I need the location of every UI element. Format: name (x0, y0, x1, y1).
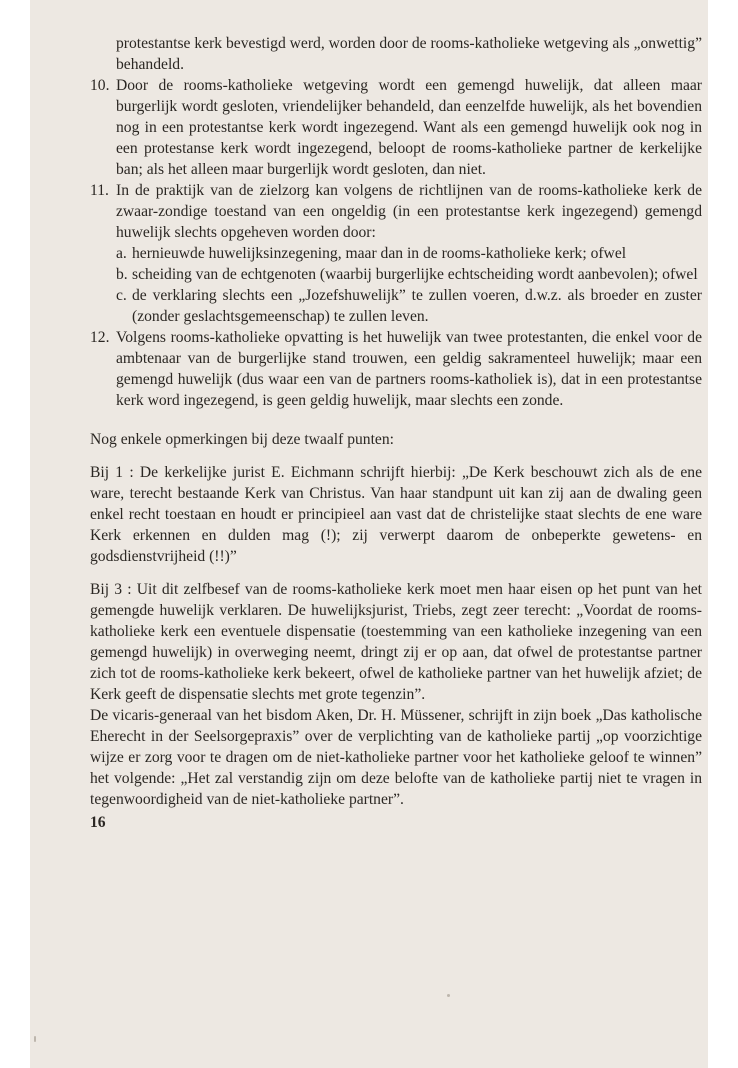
list-item-12 (90, 327, 702, 411)
sub-item-b (90, 264, 702, 285)
sub-item-label: b. (116, 266, 128, 283)
remark-3-continuation: De vicaris-generaal van het bisdom Aken, Dr. H. Müssener, schrijft in zijn boek „Das katholische Eherecht in der Seelsorgepraxis” over de verplichting van de katholieke partij „op voorzichtige wijze er zorg voor te dragen om de niet-katholieke partner voor het katholieke geloof te winnen” het volgende: „Het zal verstandig zijn om deze belofte van de katholieke partij niet te vragen in tegenwoordigheid van de niet-katholieke partner”. (90, 707, 702, 808)
page-number: 16 (90, 814, 106, 831)
spacer (90, 450, 702, 462)
page-content (90, 33, 702, 833)
sub-item-label: c. (116, 287, 127, 304)
paper-speck (447, 994, 450, 997)
remark-1: Bij 1 : De kerkelijke jurist E. Eichmann schrijft hierbij: „De Kerk beschouwt zich als de ene ware, terecht bestaande Kerk van Christus. Van haar standpunt uit kan zij aan de dwaling geen enkel recht toestaan en houdt er principieel aan vast dat de christelijke staat slechts de ene ware Kerk erkennen en dulden mag (!); zij verwerpt daarom de onbeperkte gewetens- en godsdienstvrijheid (!!)” (90, 464, 702, 565)
spacer (90, 567, 702, 579)
remarks-heading: Nog enkele opmerkingen bij deze twaalf punten: (90, 431, 394, 448)
item-number: 10. (90, 77, 110, 94)
item-text: Volgens rooms-katholieke opvatting is het huwelijk van twee protestanten, die enkel voor de ambtenaar van de burgerlijke stand trouwen, een geldig sakramenteel huwelijk; maar een gemengd huwelijk (dus waar een van de partners rooms-katholiek is), dat in een protestantse kerk word ingezegend, is geen geldig huwelijk, maar slechts een zonde. (116, 329, 702, 409)
item-number: 12. (90, 329, 110, 346)
remark-3: Bij 3 : Uit dit zelfbesef van de rooms-katholieke kerk moet men haar eisen op het punt van het gemengde huwelijk verklaren. De huwelijksjurist, Triebs, zegt zeer terecht: „Voordat de rooms-katholieke kerk een eventuele dispensatie (toestemming van een katholieke inzegening van een gemengd huwelijk) in overweging neemt, dringt zij er op aan, dat ofwel de protestantse partner zich tot de rooms-katholieke kerk bekeert, ofwel de katholieke partner van het huwelijk afziet; de Kerk geeft de dispensatie slechts met grote tegenzin”. (90, 581, 702, 703)
sub-item-c (90, 285, 702, 327)
item-text: In de praktijk van de zielzorg kan volgens de richtlijnen van de rooms-katholieke kerk de zwaar-zondige toestand van een ongeldig (in een protestantse kerk ingezegend) gemengd huwelijk slechts opgeheven worden door: (116, 182, 702, 241)
intro-continuation (90, 33, 702, 75)
paper-speck (34, 1036, 36, 1042)
list-item-10 (90, 75, 702, 180)
item-number: 11. (90, 182, 109, 199)
sub-item-text: hernieuwde huwelijksinzegening, maar dan in de rooms-katholieke kerk; ofwel (132, 245, 627, 262)
spacer (90, 411, 702, 429)
item-text: Door de rooms-katholieke wetgeving wordt een gemengd huwelijk, dat alleen maar burgerlijk wordt gesloten, vriendelijker behandeld, dan eenzelfde huwelijk, als het bovendien nog in een protestantse kerk wordt ingezegend. Want als een gemengd huwelijk ook nog in een protestanse kerk wordt ingezegend, beloopt de rooms-katholieke partner de kerkelijke ban; als het alleen maar burgerlijk wordt gesloten, dan niet. (116, 77, 702, 178)
book-page (30, 0, 708, 1068)
sub-item-a (90, 243, 702, 264)
list-item-11 (90, 180, 702, 243)
sub-item-label: a. (116, 245, 127, 262)
intro-text: protestantse kerk bevestigd werd, worden door de rooms-katholieke wetgeving als „onwettig” behandeld. (116, 35, 702, 73)
sub-item-text: scheiding van de echtgenoten (waarbij burgerlijke echtscheiding wordt aanbevolen); ofwel (132, 266, 698, 283)
sub-item-text: de verklaring slechts een „Jozefshuwelijk” te zullen voeren, d.w.z. als broeder en zuster (zonder geslachtsgemeenschap) te zullen leven. (132, 287, 702, 325)
